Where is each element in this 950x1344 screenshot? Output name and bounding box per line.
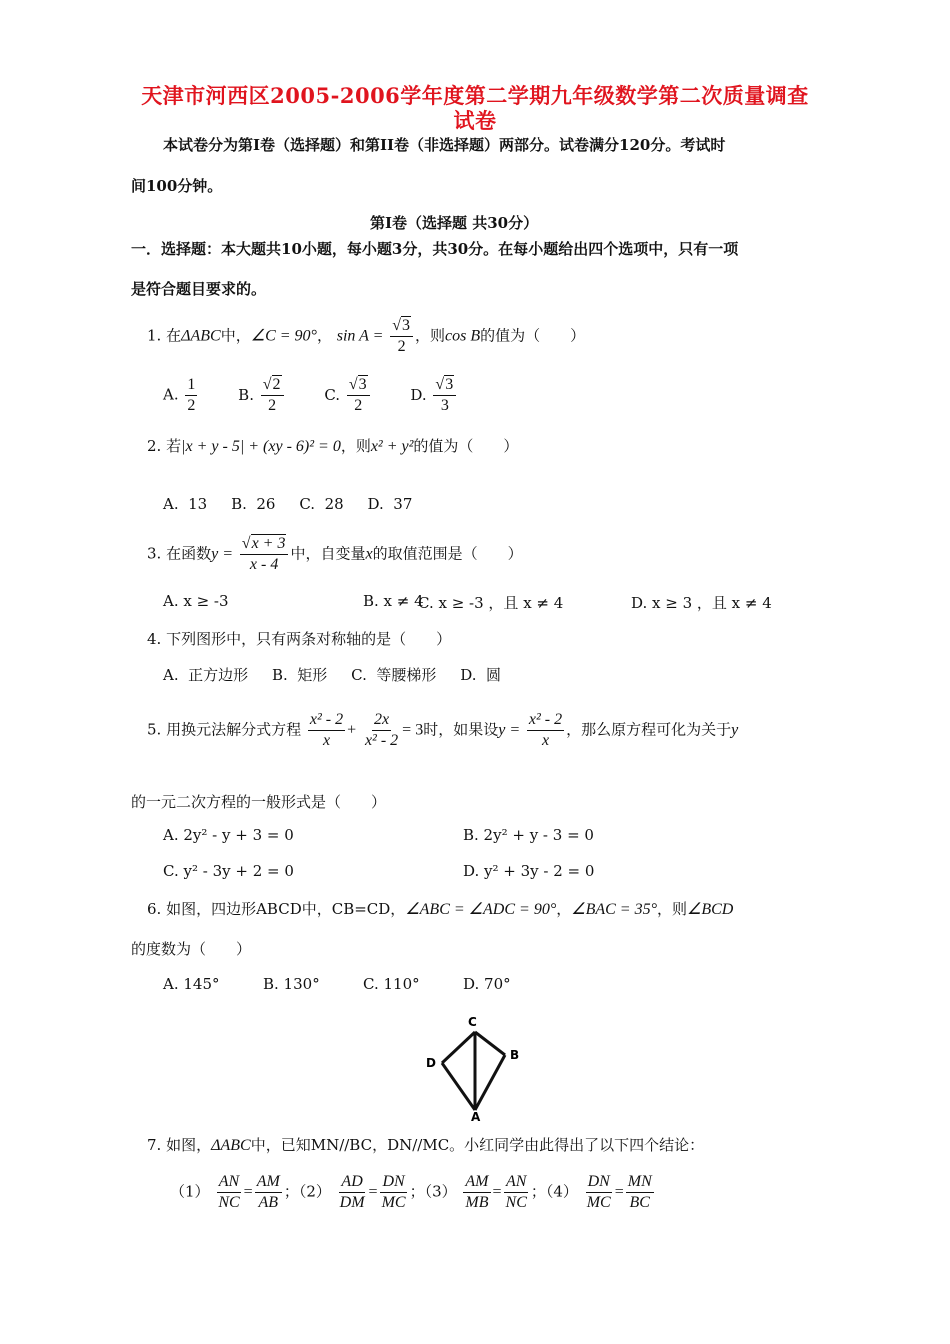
question-6-option-c: C. 110°	[363, 975, 420, 993]
intro-line2: 间100分钟。	[131, 177, 223, 195]
label-a: A	[471, 1110, 481, 1122]
question-5-line2: 的一元二次方程的一般形式是（ ）	[131, 793, 387, 811]
intro-line1: 本试卷分为第I卷（选择题）和第II卷（非选择题）两部分。试卷满分120分。考试时	[163, 136, 726, 154]
question-5-option-d: D. y² + 3y - 2 = 0	[463, 862, 595, 880]
question-6-option-b: B. 130°	[263, 975, 320, 993]
section1-instruction-line2: 是符合题目要求的。	[131, 280, 267, 298]
label-d: D	[426, 1056, 436, 1070]
question-6-line2: 的度数为（ ）	[131, 940, 252, 958]
exam-title-line1: 天津市河西区2005-2006学年度第二学期九年级数学第二次质量调查	[141, 83, 809, 108]
question-5: 5. 用换元法解分式方程 $\frac{\text{x² - 2}}{x}$ + $\frac{2x}{\text{x² - 2}}$ = 3时，如果设y = $\frac{\text{x² - 2}}{x}$ ，那么原方程可化为关于y	[147, 711, 739, 749]
question-5-option-c: C. y² - 3y + 2 = 0	[163, 862, 294, 880]
question-4-options: A. 正方边形 B. 矩形 C. 等腰梯形 D. 圆	[163, 666, 502, 684]
question-6: 6. 如图，四边形ABCD中，CB=CD，∠ABC = ∠ADC = 90°，∠BAC = 35°，则∠BCD	[147, 900, 734, 918]
question-3-option-a: A. x ≥ -3	[163, 592, 229, 610]
question-3-option-d: D. x ≥ 3 ，且 x ≠ 4	[631, 594, 772, 612]
edge-da	[442, 1063, 475, 1110]
label-b: B	[510, 1048, 520, 1062]
question-3-option-c: C. x ≥ -3 ，且 x ≠ 4	[418, 594, 564, 612]
exam-title-line2: 试卷	[453, 108, 497, 133]
label-c: C	[468, 1015, 477, 1029]
question-3-option-b: B. x ≠ 4	[363, 592, 424, 610]
question-1-options: A. $\frac{1}{2}$ B. $\frac{√2}{2}$ C. $\frac{√3}{2}$ D. $\frac{√3}{3}$	[163, 375, 458, 416]
edge-ba	[475, 1055, 505, 1110]
quadrilateral-figure	[420, 1010, 530, 1122]
question-2-options: A. 13 B. 26 C. 28 D. 37	[163, 495, 413, 513]
question-2: 2. 若|x + y - 5| + (xy - 6)² = 0，则x² + y²的值为（ ）	[147, 437, 519, 455]
question-6-option-d: D. 70°	[463, 975, 511, 993]
question-1: 1. 在ΔABC中，∠C = 90°， sin A = $\frac{√3}{2}$ ，则cos B的值为（ ）	[147, 317, 586, 355]
edge-cb	[475, 1032, 505, 1055]
question-7: 7. 如图，ΔABC中，已知MN//BC，DN//MC。小红同学由此得出了以下四个结论：	[147, 1136, 705, 1154]
question-3: 3. 在函数y = $\frac{√x + 3}{x - 4}$ 中，自变量x的取值范围是（ ）	[147, 535, 523, 573]
question-5-option-b: B. 2y² + y - 3 = 0	[463, 826, 594, 844]
question-4: 4. 下列图形中，只有两条对称轴的是（ ）	[147, 630, 452, 648]
section1-heading: 第I卷（选择题 共30分）	[370, 214, 539, 232]
question-5-option-a: A. 2y² - y + 3 = 0	[163, 826, 294, 844]
edge-cd	[442, 1032, 475, 1063]
question-7-conclusions: （1） $\frac{AN}{NC}$ = $\frac{AM}{AB}$ ；（2） $\frac{AD}{DM}$ = $\frac{DN}{MC}$ ；（3） $\frac{AM}{MB}$ = $\frac{AN}{NC}$ ；（4） $\frac{DN}{MC}$ = $\frac{MN}{BC}$	[170, 1173, 652, 1211]
question-6-option-a: A. 145°	[163, 975, 220, 993]
section1-instruction-line1: 一．选择题：本大题共10小题，每小题3分，共30分。在每小题给出四个选项中，只有一项	[131, 240, 739, 258]
